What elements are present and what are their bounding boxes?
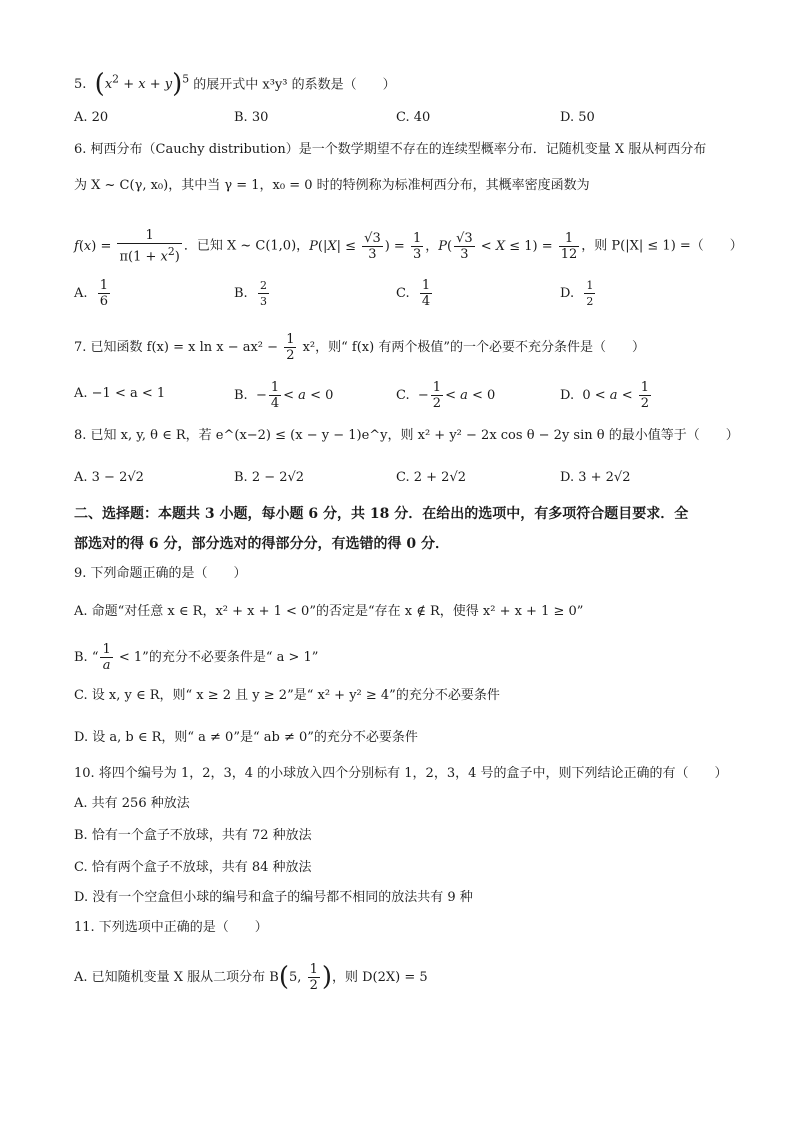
q9-option-b: B. “ $\frac{1}{a}$ < 1”的充分不必要条件是“ a > 1” (74, 642, 319, 673)
q7-stem: 7. 已知函数 f(x) = x ln x − ax² − (74, 340, 283, 355)
question-10: 10. 将四个编号为 1，2，3，4 的小球放入四个分别标有 1，2，3，4 号的盒子中，则下列结论正确的有（ ） (74, 766, 728, 781)
q10-option-c: C. 恰有两个盒子不放球，共有 84 种放法 (74, 860, 312, 875)
q8-option-d: D. 3 + 2√2 (560, 470, 631, 485)
section-2-heading-line-1: 二、选择题：本题共 3 小题，每小题 6 分，共 18 分．在给出的选项中，有多项符合题目要求．全 (74, 506, 689, 522)
q5-option-b: B. 30 (234, 110, 269, 125)
q6-option-c: C. $\frac{1}{4}$ (396, 278, 431, 309)
q6-question-text: ，则 P(|X| ≤ 1) =（ ） (581, 238, 743, 254)
question-9: 9. 下列命题正确的是（ ） (74, 566, 247, 581)
q7-stem-end: x²，则“ f(x) 有两个极值”的一个必要不充分条件是（ ） (298, 340, 645, 355)
q7-option-d-label: D. (560, 388, 575, 403)
q7-option-a: A. −1 < a < 1 (74, 386, 166, 401)
q7-option-b: B. − $\frac{1}{4}$ < a < 0 (234, 380, 334, 411)
q6-condition-text: ．已知 X ~ C(1,0)， (183, 238, 310, 254)
q6-option-a-label: A. (74, 286, 88, 301)
q9-option-c: C. 设 x, y ∈ R，则“ x ≥ 2 且 y ≥ 2”是“ x² + y² ≥ 4”的充分不必要条件 (74, 688, 500, 703)
section-2-heading-line-2: 部选对的得 6 分，部分选对的得部分分，有选错的得 0 分． (74, 536, 449, 552)
q9-option-b-pre: B. “ (74, 650, 99, 665)
q7-option-c: C. − $\frac{1}{2}$ < a < 0 (396, 380, 496, 411)
q6-option-d: D. $\frac{1}{2}$ (560, 279, 594, 308)
question-6-line-1: 6. 柯西分布（Cauchy distribution）是一个数学期望不存在的连续型概率分布．记随机变量 X 服从柯西分布 (74, 142, 707, 157)
q6-option-b-label: B. (234, 286, 248, 301)
q11-option-a: A. 已知随机变量 X 服从二项分布 B(5, $\frac{1}{2}$ )，则 D(2X) = 5 (74, 962, 428, 993)
question-11: 11. 下列选项中正确的是（ ） (74, 920, 268, 935)
q10-option-b: B. 恰有一个盒子不放球，共有 72 种放法 (74, 828, 312, 843)
q11-option-a-pre: A. 已知随机变量 X 服从二项分布 B (74, 970, 279, 985)
question-7: 7. 已知函数 f(x) = x ln x − ax² − $\frac{1}{2}$ x²，则“ f(x) 有两个极值”的一个必要不充分条件是（ ） (74, 332, 645, 363)
q8-option-a: A. 3 − 2√2 (74, 470, 144, 485)
q7-option-d: D. 0 < a < $\frac{1}{2}$ (560, 380, 650, 411)
q5-option-c: C. 40 (396, 110, 431, 125)
q5-option-d: D. 50 (560, 110, 595, 125)
question-8: 8. 已知 x, y, θ ∈ R，若 e^(x−2) ≤ (x − y − 1)e^y，则 x² + y² − 2x cos θ − 2y sin θ 的最小值等于（ ） (74, 428, 739, 443)
q10-option-a: A. 共有 256 种放法 (74, 796, 190, 811)
q8-option-b: B. 2 − 2√2 (234, 470, 305, 485)
q11-option-a-post: ，则 D(2X) = 5 (332, 970, 428, 985)
q5-option-a: A. 20 (74, 110, 109, 125)
q9-option-b-post: < 1”的充分不必要条件是“ a > 1” (114, 650, 319, 665)
question-6-line-2: 为 X ~ C(γ, x₀)，其中当 γ = 1，x₀ = 0 时的特例称为标准柯西分布，其概率密度函数为 (74, 178, 590, 193)
q7-option-c-label: C. (396, 388, 410, 403)
q8-option-c: C. 2 + 2√2 (396, 470, 467, 485)
q6-option-b: B. $\frac{2}{3}$ (234, 279, 267, 308)
q6-option-c-label: C. (396, 286, 410, 301)
q9-option-a: A. 命题“对任意 x ∈ R，x² + x + 1 < 0”的否定是“存在 x ∉ R，使得 x² + x + 1 ≥ 0” (74, 604, 584, 619)
question-5: 5. $(x^2 + x + y)^5$ 的展开式中 x³y³ 的系数是（ ） (74, 69, 396, 100)
q9-option-d: D. 设 a, b ∈ R，则“ a ≠ 0”是“ ab ≠ 0”的充分不必要条件 (74, 730, 418, 745)
q10-option-d: D. 没有一个空盒但小球的编号和盒子的编号都不相同的放法共有 9 种 (74, 890, 473, 905)
q6-option-d-label: D. (560, 286, 575, 301)
q7-option-b-label: B. (234, 388, 248, 403)
q6-option-a: A. $\frac{1}{6}$ (74, 278, 109, 309)
question-5-stem: 的展开式中 x³y³ 的系数是（ ） (189, 77, 396, 93)
question-6-line-3: f(x) = $\frac{1}{\pi(1 + x^2)}$ ．已知 X ~ C(1,0)，P(|X| ≤ $\frac{√3}{3}$ ) = $\frac{1}{3}$ ，P( $\frac{√3}{3}$ < X ≤ 1) = $\frac{1}{12}$ ，则 P(|X| ≤ 1) =（ ） (74, 228, 743, 265)
